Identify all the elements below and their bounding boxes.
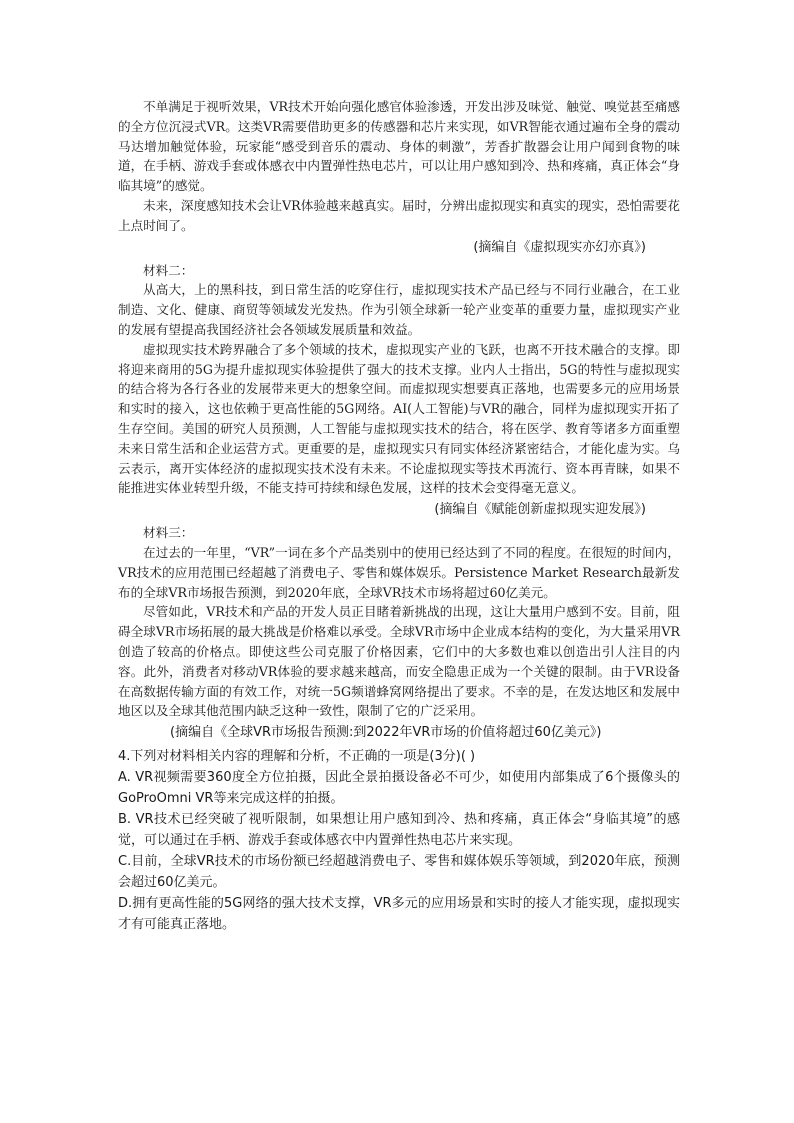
option-b: B. VR技术已经突破了视听限制，如果想让用户感知到冷、热和疼痛，真正体会“身临其境”的感觉，可以通过在手柄、游戏手套或体感衣中内置弹性热电芯片来实现。 — [118, 812, 680, 849]
material2-paragraph-1: 从高大，上的黑科技，到日常生活的吃穿住行，虚拟现实技术产品已经与不同行业融合，在工业制造、文化、健康、商贸等领域发光发热。作为引领全球新一轮产业变革的重要力量，虚拟现实产业的发展有望提高我国经济社会各领域发展质量和效益。 — [118, 282, 680, 337]
material2-paragraph-2: 虚拟现实技术跨界融合了多个领域的技术，虚拟现实产业的飞跃，也离不开技术融合的支撑。即将迎来商用的5G为提升虚拟现实体验提供了强大的技术支撑。业内人士指出，5G的特性与虚拟现实的结合将为各行各业的发展带来更大的想象空间。而虚拟现实想要真正落地，也需要多元的应用场景和实时的接入，这也依赖于更高性能的5G网络。AI(人工智能)与VR的融合，同样为虚拟现实开拓了生存空间。美国的研究人员预测，人工智能与虚拟现实技术的结合，将在医学、教育等诸多方面重塑未来日常生活和企业运营方式。更重要的是，虚拟现实只有同实体经济紧密结合，才能化虚为实。乌云表示，离开实体经济的虚拟现实技术没有未来。不论虚拟现实等技术再流行、资本再青睐，如果不能推进实体业转型升级，不能支持可持续和绿色发展，这样的技术会变得毫无意义。 — [118, 341, 680, 496]
question-stem: 4.下列对材料相关内容的理解和分析，不正确的一项是(3分)( ) — [118, 749, 476, 765]
material1-paragraph-1: 不单满足于视听效果，VR技术开始向强化感官体验渗透，开发出涉及味觉、触觉、嗅觉甚至痛感的全方位沉浸式VR。这类VR需要借助更多的传感器和芯片来实现，如VR智能衣通过遍布全身的震动马达增加触觉体验，玩家能“感受到音乐的震动、身体的刺激”，芳香扩散器会让用户闻到食物的味道，在手柄、游戏手套或体感衣中内置弹性热电芯片，可以让用户感知到冷、热和疼痛，真正体会“身临其境”的感觉。 — [118, 99, 680, 194]
material3-source: (摘编自《全球VR市场报告预测:到2022年VR市场的价值将超过60亿美元》) — [170, 725, 602, 741]
material1-paragraph-2: 未来，深度感知技术会让VR体验越来越真实。届时，分辨出虚拟现实和真实的现实，恐怕需要花上点时间了。 — [118, 197, 680, 233]
exam-page — [118, 97, 680, 935]
option-c: C.目前，全球VR技术的市场份额已经超越消费电子、零售和媒体娱乐等领域，到2020年底，预测会超过60亿美元。 — [118, 854, 680, 891]
material3-paragraph-2: 尽管如此，VR技术和产品的开发人员正目睹着新挑战的出现，这让大量用户感到不安。目前，阻碍全球VR市场拓展的最大挑战是价格难以承受。全球VR市场中企业成本结构的变化，为大量采用VR创造了较高的价格点。即使这些公司克服了价格因素，它们中的大多数也难以创造出引人注目的内容。此外，消费者对移动VR体验的要求越来越高，而安全隐患正成为一个关键的限制。由于VR设备在高数据传输方面的有效工作，对统一5G频谱蜂窝网络提出了要求。不幸的是，在发达地区和发展中地区以及全球其他范围内缺乏这种一致性，限制了它的广泛采用。 — [118, 604, 680, 719]
material2-heading: 材料二： — [143, 262, 194, 278]
option-d: D.拥有更高性能的5G网络的强大技术支撑，VR多元的应用场景和实时的接人才能实现，虚拟现实才有可能真正落地。 — [118, 896, 680, 933]
material3-paragraph-1: 在过去的一年里，“VR”一词在多个产品类别中的使用已经达到了不同的程度。在很短的时间内，VR技术的应用范围已经超越了消费电子、零售和媒体娱乐。Persistence Market Research最新发布的全球VR市场报告预测，到2020年底，全球VR技术市场将超过60亿美元。 — [118, 544, 680, 600]
material3-heading: 材料三： — [143, 525, 194, 541]
material1-source: (摘编自《虚拟现实亦幻亦真》) — [473, 239, 646, 255]
option-a: A. VR视频需要360度全方位拍摄，因此全景拍摄设备必不可少，如使用内部集成了6个摄像头的GoProOmni VR等来完成这样的拍摄。 — [118, 770, 680, 807]
material2-source: (摘编自《赋能创新虚拟现实迎发展》) — [434, 502, 646, 518]
